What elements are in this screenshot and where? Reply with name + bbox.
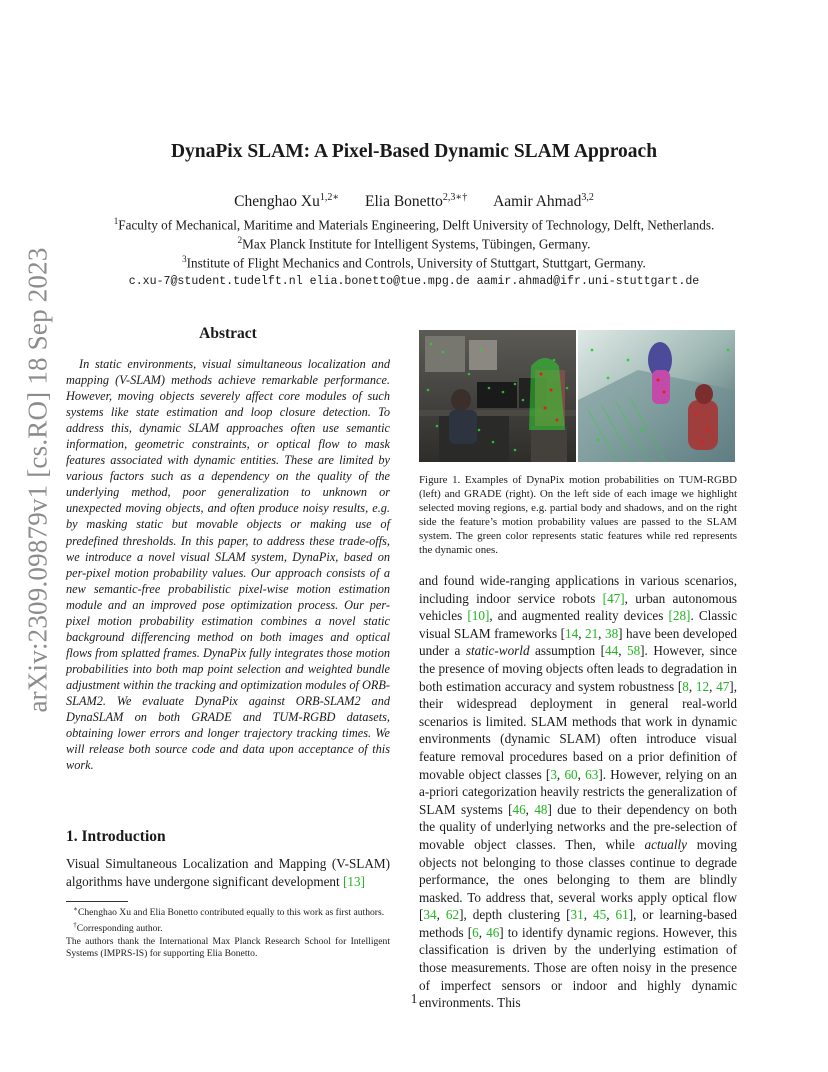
page-number: 1 — [410, 991, 418, 1006]
citation-link[interactable]: 6 — [472, 924, 479, 940]
body-text: , — [583, 907, 593, 923]
citation-link[interactable]: 46 — [512, 801, 526, 817]
citation-link[interactable]: [13] — [343, 873, 365, 889]
abstract-heading: Abstract — [199, 325, 257, 342]
body-text: , — [578, 625, 585, 641]
citation-link[interactable]: 21 — [584, 625, 599, 641]
citation-link[interactable]: [28] — [668, 608, 691, 624]
citation-link[interactable]: 46 — [486, 924, 500, 940]
author-emails: c.xu-7@student.tudelft.nl elia.bonetto@tue.mpg.de aamir.ahmad@ifr.uni-stuttgart.de — [128, 275, 700, 288]
body-text: ], depth clustering [ — [459, 907, 571, 923]
citation-link[interactable]: 34 — [423, 907, 437, 923]
citation-link[interactable]: 3 — [550, 766, 557, 782]
author: Aamir Ahmad$^{3,2}$ — [493, 192, 594, 211]
citation-link[interactable]: 45 — [593, 907, 607, 923]
citation-link[interactable]: 61 — [615, 907, 629, 923]
footnotes — [66, 903, 390, 960]
body-text: , — [525, 801, 535, 817]
body-text: ], their widespread deployment in general real-world scenarios is limited. SLAM methods that work in dynamic environments (dynamic SLAM) often introduce visual feature removal procedures based on a prior definition of movable object classes [ — [419, 678, 737, 782]
citation-link[interactable]: [47] — [602, 590, 625, 606]
body-text: ]. However, relying on an a-priori categorization heavily restricts the generalization of SLAM systems [ — [419, 766, 738, 817]
tum-rgbd-motion-image — [419, 330, 576, 462]
body-text: moving objects not belonging to those classes continue to degrade performance, the ones belonging to them are blindly masked. To address that, several works apply optical flow [ — [419, 836, 737, 923]
body-text: ] to identify dynamic regions. However, this classification is driven by the underlying estimation of those measurements. Those are often noisy in the presence of imperfect sensors or indoor and highly dynamic environments. This — [419, 924, 737, 1011]
introduction-text-continued — [419, 572, 737, 1012]
body-text: . Classic visual SLAM frameworks [ — [419, 608, 737, 641]
citation-link[interactable]: 47 — [716, 678, 730, 694]
footnote: ∗Chenghao Xu and Elia Bonetto contributed equally to this work as first authors. — [73, 905, 385, 919]
emphasis-text: actually — [644, 836, 687, 852]
footnote: †Corresponding author. — [73, 921, 163, 935]
affiliation: $^3$Institute of Flight Mechanics and Controls, University of Stuttgart, Stuttgart, Germany. — [182, 254, 646, 271]
citation-link[interactable]: 63 — [585, 766, 599, 782]
figure-1-caption: Figure 1. Examples of DynaPix motion probabilities on TUM-RGBD (left) and GRADE (right). On the left side of each image we highlight selected moving regions, e.g. partial body and shadows, and on the right side the feature’s motion probability values are passed to the SLAM system. The green color represents static features while red represents the dynamic ones. — [419, 474, 737, 556]
body-text: ] due to their dependency on both the quality of underlying networks and the pre-selection of movable object classes. Then, while — [419, 801, 738, 852]
author-list — [60, 192, 768, 211]
abstract-text: In static environments, visual simultaneous localization and mapping (V-SLAM) methods achieve remarkable performance. However, moving objects severely affect core modules of such systems like state estimation and loop closure detection. To address this, dynamic SLAM approaches often use semantic information, geometric constraints, or optical flow to mask features associated with dynamic entities. These are limited by various factors such as a dependency on the quality of the underlying method, poor generalization to unknown or unexpected moving objects, and often produce noisy results, e.g. by masking static but movable objects or making use of predefined thresholds. In this paper, to address these trade-offs, we introduce a novel visual SLAM system, DynaPix, based on per-pixel motion probability values. Our approach consists of a new semantic-free probabilistic pixel-wise motion estimation module and an improved pose optimization process. Our per-pixel motion probability estimation combines a novel static background differencing method on both images and optical flows from splatted frames. DynaPix fully integrates those motion probabilities into both map point selection and weighted bundle adjustment within the tracking and optimization modules of ORB-SLAM2. We evaluate DynaPix against ORB-SLAM2 and DynaSLAM on both GRADE and TUM-RGBD datasets, obtaining lower errors and longer trajectory tracking times. We will release both source code and data upon acceptance of this work. — [66, 357, 390, 773]
grade-motion-image — [578, 330, 735, 462]
paper-title: DynaPix SLAM: A Pixel-Based Dynamic SLAM Approach — [170, 141, 658, 162]
citation-link[interactable]: 38 — [604, 625, 619, 641]
body-text: , — [606, 907, 616, 923]
body-text: , — [478, 924, 487, 940]
section-heading-introduction: 1. Introduction — [66, 828, 166, 845]
citation-link[interactable]: 48 — [534, 801, 548, 817]
citation-link[interactable]: 60 — [564, 766, 578, 782]
body-text: , and augmented reality devices — [489, 608, 669, 624]
body-text: ] have been developed under a — [419, 625, 738, 659]
body-text: , — [709, 678, 717, 694]
figure-panel-grade — [578, 330, 735, 462]
body-text: , — [436, 907, 446, 923]
body-text: , — [688, 678, 696, 694]
citation-link[interactable]: 58 — [626, 643, 641, 659]
citation-link[interactable]: 14 — [565, 625, 579, 641]
body-text: , — [598, 625, 605, 641]
citation-link[interactable]: 8 — [682, 678, 689, 694]
body-text: and found wide-ranging applications in various scenarios, including indoor service robots — [419, 573, 737, 606]
citation-link[interactable]: 12 — [695, 678, 710, 694]
arxiv-id: arXiv:2309.09879v1 [cs.RO] 18 Sep 2023 — [22, 247, 53, 713]
citation-link[interactable]: [10] — [467, 608, 490, 624]
citation-link[interactable]: 44 — [605, 643, 619, 659]
figure-1 — [419, 330, 735, 462]
body-text: assumption [ — [529, 643, 605, 659]
figure-panel-tum-rgbd — [419, 330, 576, 462]
author: Chenghao $Xu^{1,2∗}$ — [234, 192, 340, 211]
affiliation: $^2$Max Planck Institute for Intelligent Systems, Tübingen, Germany. — [237, 235, 591, 252]
footnote: The authors thank the International Max Planck Research School for Intelligent Systems (IMPRS-IS) for supporting Elia Bonetto. — [66, 935, 390, 959]
citation-link[interactable]: 62 — [445, 907, 460, 923]
body-text: , — [618, 643, 627, 659]
body-text: , — [577, 766, 586, 782]
body-text: , — [556, 766, 565, 782]
author: Elia Bonetto$^{2,3∗\dagger}$ — [365, 192, 468, 211]
footnote-rule — [66, 901, 128, 902]
affiliation: $^1$Faculty of Mechanical, Maritime and Materials Engineering, Delft University of Technology, Delft, Netherlands. — [113, 216, 715, 233]
citation-link[interactable]: 31 — [570, 907, 584, 923]
body-text: ]. However, since the presence of moving objects often leads to degradation in both estimation accuracy and system robustness [ — [419, 643, 737, 694]
emphasis-text: static-world — [465, 643, 530, 659]
introduction-text: Visual Simultaneous Localization and Mapping (V-SLAM) algorithms have undergone significant development [13] — [66, 856, 390, 889]
body-text: , urban autonomous vehicles — [419, 590, 738, 624]
body-text: ], or learning-based methods [ — [419, 907, 738, 940]
